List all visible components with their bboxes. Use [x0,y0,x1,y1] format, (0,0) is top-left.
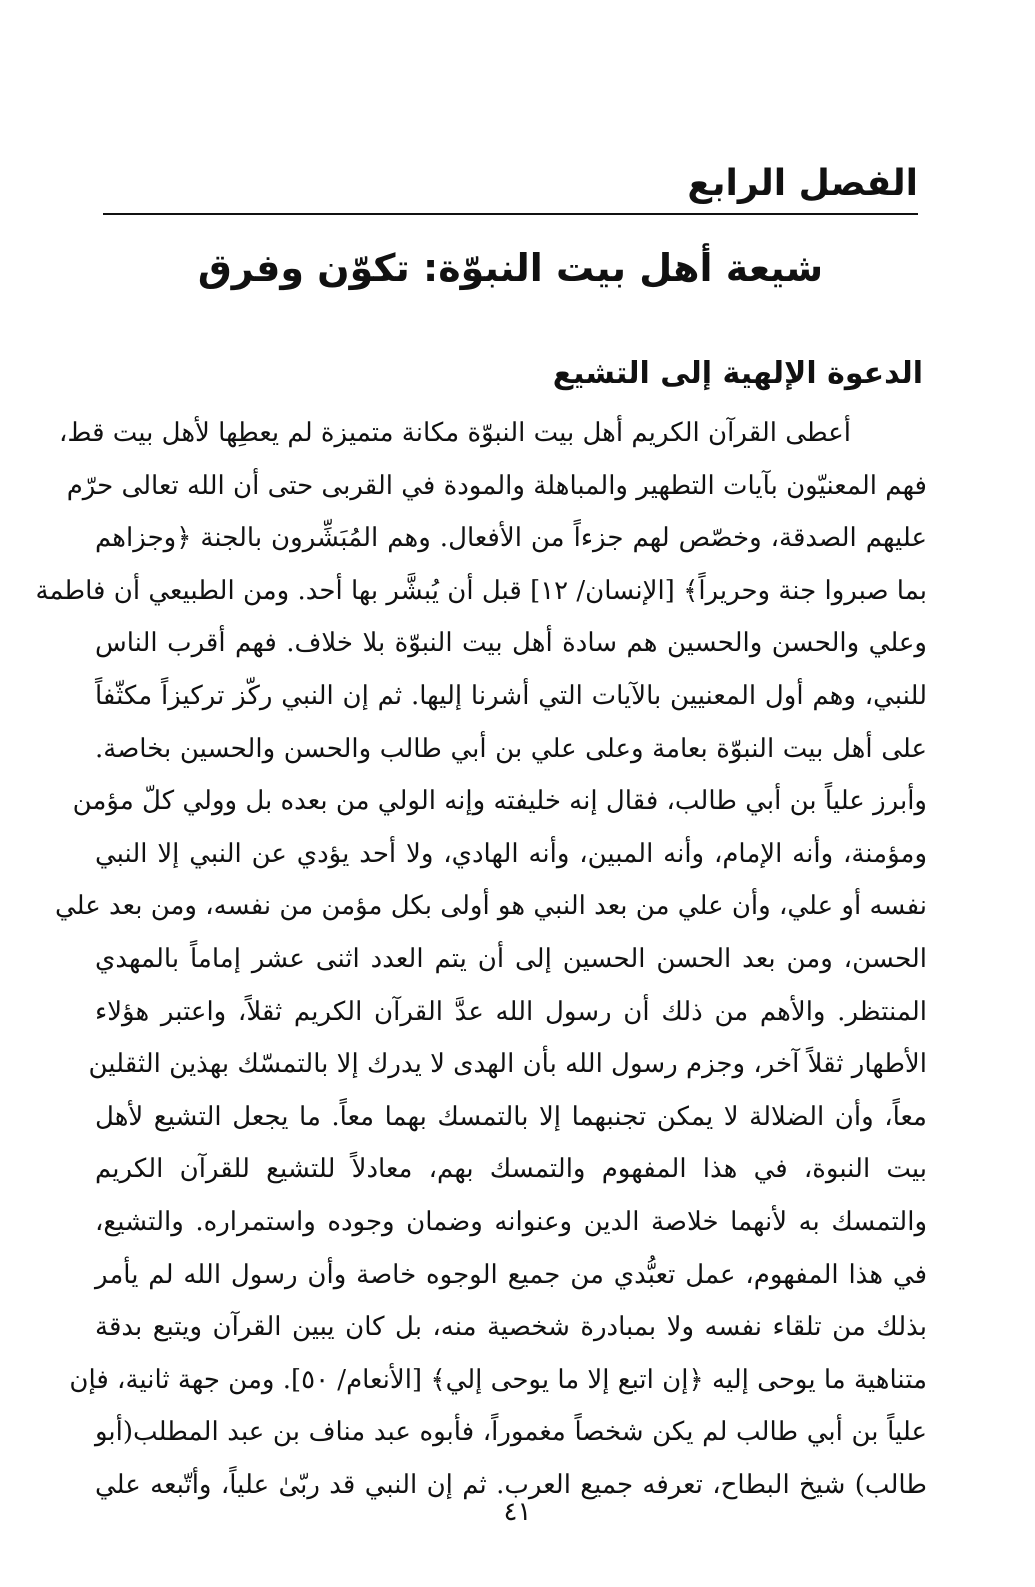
page-number: ٤١ [503,1497,532,1527]
text-line: وعلي والحسن والحسين هم سادة أهل بيت النبوّة بلا خلاف. فهم أقرب الناس [95,628,927,659]
text-line: ومؤمنة، وأنه الإمام، وأنه المبين، وأنه الهادي، ولا أحد يؤدي عن النبي إلا النبي [95,838,927,869]
text-line: على أهل بيت النبوّة بعامة وعلى علي بن أبي طالب والحسن والحسين بخاصة. [95,733,927,764]
text-line: وأبرز علياً بن أبي طالب، فقال إنه خليفته وإنه الولي من بعده بل وولي كلّ مؤمن [72,786,927,817]
text-line: علياً بن أبي طالب لم يكن شخصاً مغموراً، فأبوه عبد مناف بن عبد المطلب(أبو [95,1417,927,1448]
text-line: الحسن، ومن بعد الحسن الحسين إلى أن يتم العدد اثنى عشر إماماً بالمهدي [95,943,927,974]
text-line: في هذا المفهوم، عمل تعبُّدي من جميع الوجوه خاصة وأن رسول الله لم يأمر [95,1259,927,1290]
text-line: بذلك من تلقاء نفسه ولا بمبادرة شخصية منه، بل كان يبين القرآن ويتبع بدقة [95,1312,927,1343]
section-heading: الدعوة الإلهية إلى التشيع [552,356,923,391]
chapter-label: الفصل الرابع [687,163,918,204]
text-line: متناهية ما يوحى إليه ﴿إن اتبع إلا ما يوحى إلي﴾ [الأنعام/ ٥٠]. ومن جهة ثانية، فإن [69,1364,927,1395]
text-line: أعطى القرآن الكريم أهل بيت النبوّة مكانة متميزة لم يعطِها لأهل بيت قط، [59,418,851,448]
text-line: نفسه أو علي، وأن علي من بعد النبي هو أولى بكل مؤمن من نفسه، ومن بعد علي [54,891,927,922]
text-line: بما صبروا جنة وحريراً﴾ [الإنسان/ ١٢] قبل أن يُبشَّر بها أحد. ومن الطبيعي أن فاطمة [35,575,927,606]
text-line: الأطهار ثقلاً آخر، وجزم رسول الله بأن الهدى لا يدرك إلا بالتمسّك بهذين الثقلين [88,1049,927,1080]
text-line: معاً، وأن الضلالة لا يمكن تجنبهما إلا بالتمسك بهما معاً. ما يجعل التشيع لأهل [95,1101,927,1132]
text-line: عليهم الصدقة، وخصّص لهم جزءاً من الأفعال. وهم المُبَشِّرون بالجنة ﴿وجزاهم [95,523,927,554]
text-line: للنبي، وهم أول المعنيين بالآيات التي أشرنا إليها. ثم إن النبي ركّز تركيزاً مكثّفاً [95,680,927,711]
text-line: المنتظر. والأهم من ذلك أن رسول الله عدَّ القرآن الكريم ثقلاً، واعتبر هؤلاء [95,996,927,1027]
text-line: والتمسك به لأنهما خلاصة الدين وعنوانه وضمان وجوده واستمراره. والتشيع، [95,1206,927,1237]
text-line: فهم المعنيّون بآيات التطهير والمباهلة والمودة في القربى حتى أن الله تعالى حرّم [66,470,927,501]
text-line: بيت النبوة، في هذا المفهوم والتمسك بهم، معادلاً للتشيع للقرآن الكريم [95,1154,927,1185]
text-line: طالب) شيخ البطاح، تعرفه جميع العرب. ثم إن النبي قد ربّىٰ علياً، وأتّبعه علي [95,1469,927,1500]
chapter-rule [103,213,918,215]
chapter-title: شيعة أهل بيت النبوّة: تكوّن وفرق [197,246,824,290]
body-paragraph [35,407,927,1511]
